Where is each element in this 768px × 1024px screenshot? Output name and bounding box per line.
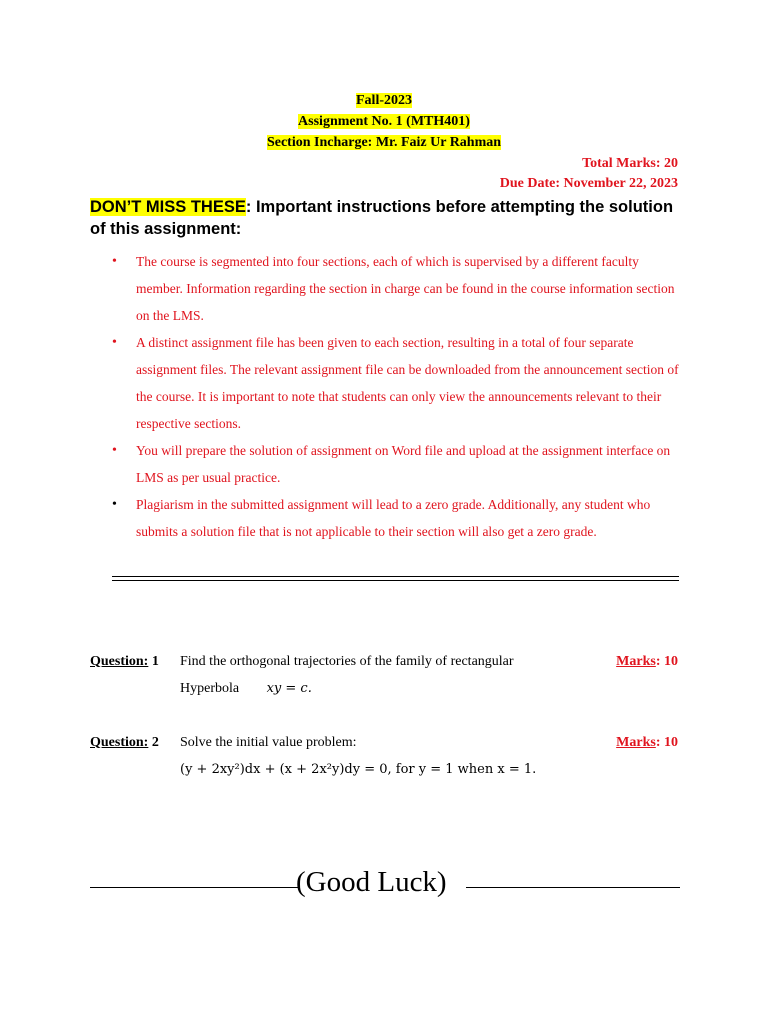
list-item-text: You will prepare the solution of assignment on Word file and upload at the assignment interface on LMS as per usual practice. xyxy=(136,443,671,485)
instructions-highlight: DON’T MISS THESE xyxy=(90,198,246,216)
marks-label: Marks xyxy=(616,735,656,750)
section-incharge-text: Section Incharge: Mr. Faiz Ur Rahman xyxy=(266,135,502,150)
question-label-text: Question: xyxy=(90,735,149,750)
instructions-heading-rest: : Important instructions before attempting the solution of this assignment: xyxy=(90,198,674,238)
instructions-list xyxy=(110,248,680,545)
question-2-label xyxy=(90,735,159,751)
goodluck-rule-left xyxy=(90,887,298,888)
question-2-equation: (y + 2xy²)dx + (x + 2x²y)dy = 0, for y = 1 when x = 1. xyxy=(180,762,537,777)
semester-title xyxy=(0,93,768,109)
question-1-label xyxy=(90,654,159,670)
marks-value: : 10 xyxy=(655,735,678,750)
question-2-text xyxy=(180,729,536,783)
semester-text: Fall-2023 xyxy=(356,93,412,108)
list-item-text: Plagiarism in the submitted assignment will lead to a zero grade. Additionally, any student who submits a solution file that is not applicable to their section will also get a zero grade. xyxy=(136,497,651,539)
list-item xyxy=(110,329,680,437)
question-1-line2 xyxy=(180,675,514,702)
assignment-title xyxy=(0,114,768,130)
question-label-text: Question: xyxy=(90,654,149,669)
bullet-icon: • xyxy=(112,335,117,350)
list-item-text: The course is segmented into four sections, each of which is supervised by a different faculty member. Information regarding the section in charge can be found in the course information section on the LMS. xyxy=(136,254,675,323)
list-item xyxy=(110,248,680,329)
bullet-icon: • xyxy=(112,254,117,269)
divider-bottom xyxy=(112,580,679,581)
list-item xyxy=(110,437,680,491)
bullet-icon: • xyxy=(112,497,117,512)
total-marks: Total Marks: 20 xyxy=(582,156,678,171)
good-luck-text: (Good Luck) xyxy=(296,866,447,898)
question-1-line1: Find the orthogonal trajectories of the family of rectangular xyxy=(180,654,514,669)
assignment-text: Assignment No. 1 (MTH401) xyxy=(298,114,470,129)
question-1-hyperbola: Hyperbola xyxy=(180,681,240,696)
question-1-equation: xy = c. xyxy=(266,681,312,696)
section-incharge xyxy=(0,135,768,151)
marks-value: : 10 xyxy=(655,654,678,669)
marks-label: Marks xyxy=(616,654,656,669)
question-1-text xyxy=(180,648,514,702)
question-number: 1 xyxy=(151,654,159,669)
list-item xyxy=(110,491,680,545)
question-number: 2 xyxy=(151,735,159,750)
instructions-heading xyxy=(90,196,680,240)
question-2-line1: Solve the initial value problem: xyxy=(180,735,357,750)
divider-top xyxy=(112,576,679,577)
question-1-marks xyxy=(616,654,678,670)
due-date: Due Date: November 22, 2023 xyxy=(499,176,678,191)
goodluck-rule-right xyxy=(466,887,680,888)
list-item-text: A distinct assignment file has been given to each section, resulting in a total of four separate assignment files. The relevant assignment file can be downloaded from the announcement section of the course. It is important to note that students can only view the announcements relevant to their respective sections. xyxy=(136,335,679,431)
bullet-icon: • xyxy=(112,443,117,458)
question-2-marks xyxy=(616,735,678,751)
